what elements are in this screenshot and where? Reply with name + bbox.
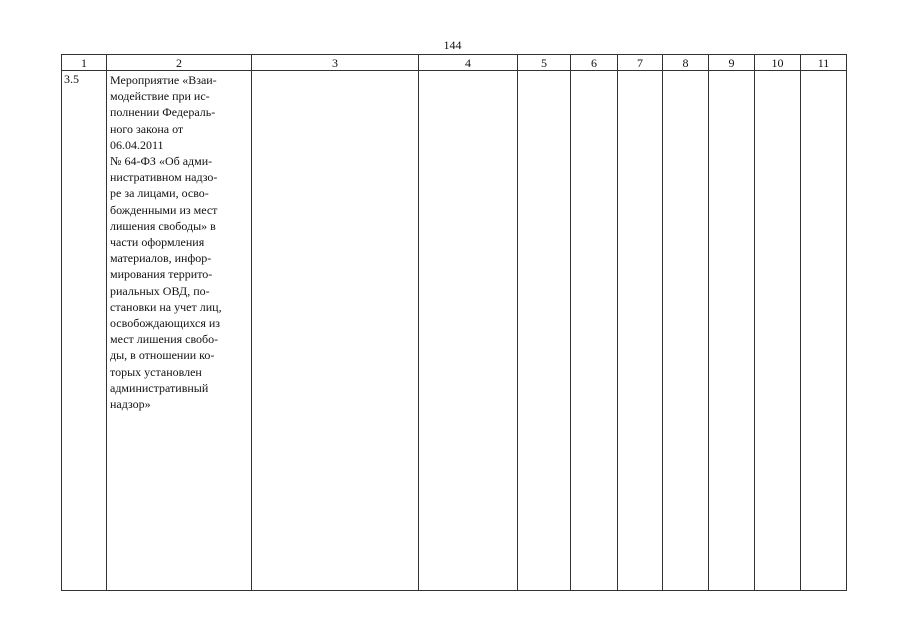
activity-description xyxy=(107,71,252,591)
description-line: № 64-ФЗ «Об адми- xyxy=(110,154,213,169)
description-line: нистративном надзо- xyxy=(110,170,218,185)
description-line: мест лишения свобо- xyxy=(110,332,219,347)
column-number-row xyxy=(62,55,847,71)
description-line: модействие при ис- xyxy=(110,89,210,104)
description-line: лишения свободы» в xyxy=(110,218,216,233)
page-number: 144 xyxy=(443,38,462,52)
column-number-cell: 7 xyxy=(618,55,663,71)
description-line: ного закона от xyxy=(110,121,184,136)
column-number-cell: 9 xyxy=(709,55,755,71)
description-line: административный xyxy=(110,380,209,395)
description-line: торых установлен xyxy=(110,364,202,379)
empty-cell xyxy=(755,71,801,591)
column-number-cell: 11 xyxy=(801,55,847,71)
table-row xyxy=(62,71,847,591)
description-line: мирования террито- xyxy=(110,267,213,282)
description-line: полнении Федераль- xyxy=(110,105,216,120)
description-line: ды, в отношении ко- xyxy=(110,348,215,363)
description-line: риальных ОВД, по- xyxy=(110,283,210,298)
description-line: ре за лицами, осво- xyxy=(110,186,209,201)
column-number-cell: 6 xyxy=(571,55,618,71)
column-number-cell: 8 xyxy=(663,55,709,71)
description-line: материалов, инфор- xyxy=(110,251,212,266)
activities-table xyxy=(61,54,847,591)
description-line: становки на учет лиц, xyxy=(110,299,222,314)
column-number-cell: 4 xyxy=(419,55,518,71)
column-number-cell: 3 xyxy=(252,55,419,71)
empty-cell xyxy=(618,71,663,591)
empty-cell xyxy=(518,71,571,591)
row-number: 3.5 xyxy=(62,71,107,591)
column-number-cell: 10 xyxy=(755,55,801,71)
empty-cell xyxy=(663,71,709,591)
empty-cell xyxy=(252,71,419,591)
column-number-cell: 1 xyxy=(62,55,107,71)
description-line: надзор» xyxy=(110,397,151,412)
description-line: Мероприятие «Взаи- xyxy=(110,73,217,87)
description-line: божденными из мест xyxy=(110,202,218,217)
column-number-cell: 2 xyxy=(107,55,252,71)
empty-cell xyxy=(419,71,518,591)
description-line: 06.04.2011 xyxy=(110,137,164,152)
empty-cell xyxy=(709,71,755,591)
empty-cell xyxy=(571,71,618,591)
column-number-cell: 5 xyxy=(518,55,571,71)
empty-cell xyxy=(801,71,847,591)
description-line: освобождающихся из xyxy=(110,316,221,331)
description-line: части оформления xyxy=(110,235,205,250)
